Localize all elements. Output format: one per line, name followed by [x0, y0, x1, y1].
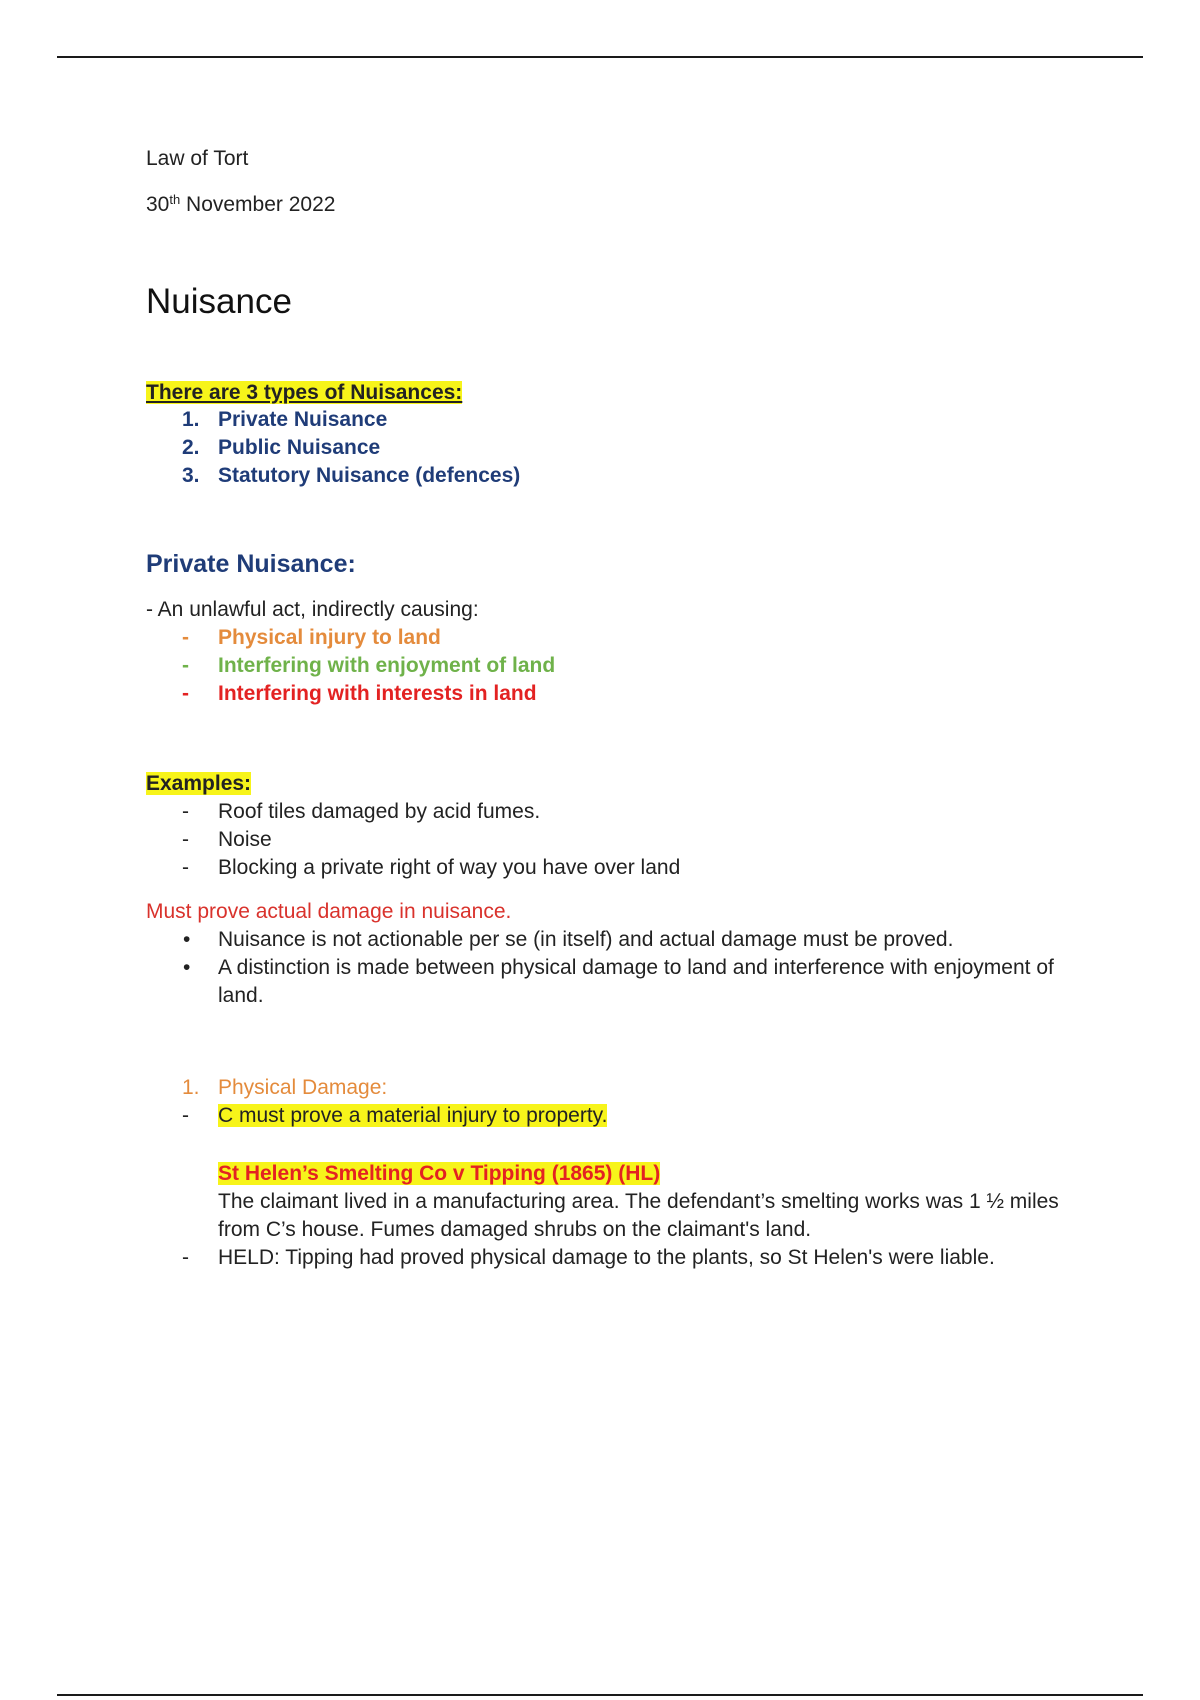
private-nuisance-lead: - An unlawful act, indirectly causing:	[146, 598, 479, 621]
document-page	[146, 146, 1066, 1272]
case-title: St Helen’s Smelting Co v Tipping (1865) (HL)	[218, 1162, 661, 1185]
document-date	[146, 192, 1066, 218]
types-heading: There are 3 types of Nuisances:	[146, 381, 463, 404]
list-item: - Blocking a private right of way you have over land	[182, 856, 681, 879]
effects-list	[146, 624, 1066, 708]
date-day: 30	[146, 193, 170, 216]
top-rule	[57, 56, 1143, 58]
bottom-rule	[57, 1694, 1143, 1696]
list-item: - Noise	[182, 828, 272, 851]
list-item: - Interfering with enjoyment of land	[182, 654, 556, 677]
course-name: Law of Tort	[146, 147, 249, 170]
page-title: Nuisance	[146, 282, 292, 321]
case-held: - HELD: Tipping had proved physical damage to the plants, so St Helen's were liable.	[182, 1246, 995, 1269]
list-item: - Interfering with interests in land	[182, 682, 537, 705]
list-item: 2. Public Nuisance	[182, 436, 381, 459]
bullet-list	[146, 926, 1066, 1010]
list-item: • Nuisance is not actionable per se (in itself) and actual damage must be proved.	[183, 928, 954, 951]
must-prove-note: Must prove actual damage in nuisance.	[146, 900, 512, 923]
private-nuisance-heading: Private Nuisance:	[146, 550, 356, 578]
examples-list	[146, 798, 1066, 882]
examples-heading: Examples:	[146, 772, 252, 795]
case-block	[218, 1160, 1066, 1244]
list-item: - Roof tiles damaged by acid fumes.	[182, 800, 541, 823]
physical-damage-heading: 1. Physical Damage:	[182, 1076, 388, 1099]
list-item: 1. Private Nuisance	[182, 408, 388, 431]
date-suffix: th	[169, 192, 181, 207]
list-item: • A distinction is made between physical damage to land and interference with enjoyment of land.	[183, 956, 1054, 1007]
case-facts: The claimant lived in a manufacturing area. The defendant’s smelting works was 1 ½ miles from C’s house. Fumes damaged shrubs on the claimant's land.	[218, 1190, 1059, 1241]
date-rest: November 2022	[180, 193, 336, 216]
physical-damage-section	[146, 1074, 1066, 1272]
list-item: 3. Statutory Nuisance (defences)	[182, 464, 521, 487]
types-list	[146, 406, 1066, 490]
physical-damage-requirement: - C must prove a material injury to property. St Helen’s Smelting Co v Tipping (1865) (HL) The claimant lived in a manufacturing area. The defendant’s smelting works was 1 ½ miles from C’s house. Fumes damaged shrubs on the claimant's land.	[146, 1102, 1066, 1244]
list-item: - Physical injury to land	[182, 626, 441, 649]
